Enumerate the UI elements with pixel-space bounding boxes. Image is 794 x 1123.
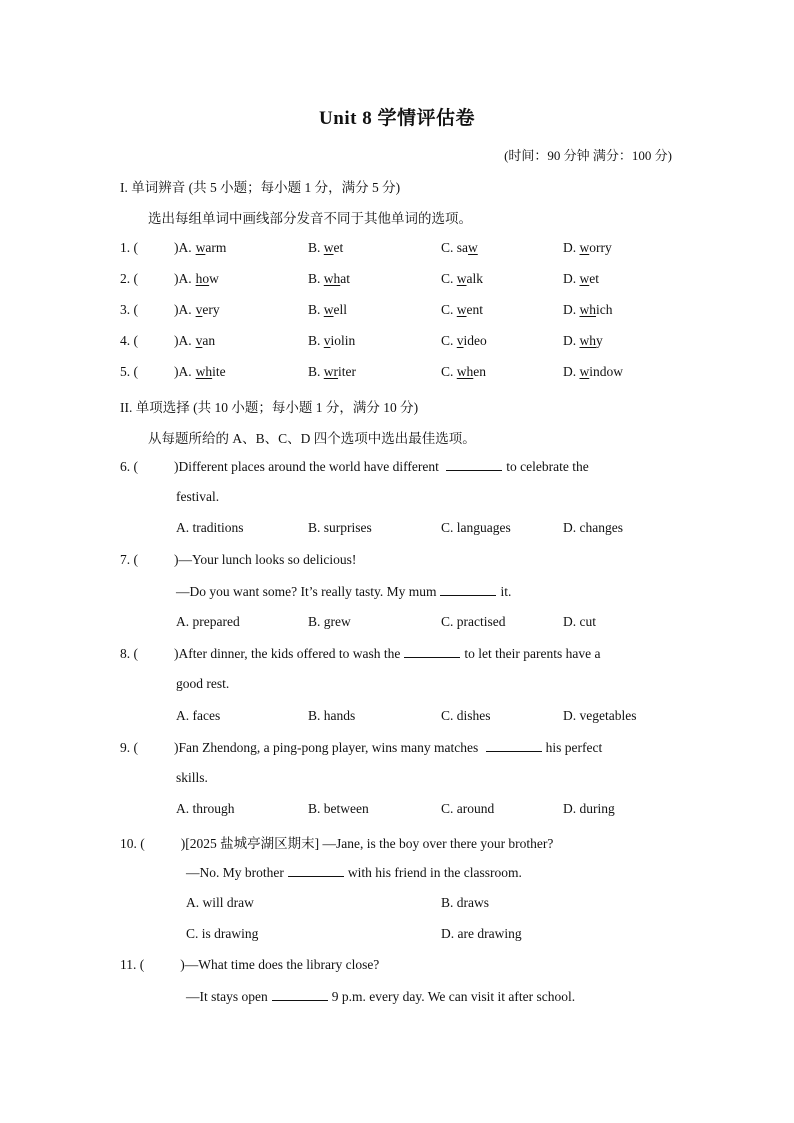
- underlined-part: ho: [195, 271, 210, 286]
- option-b[interactable]: B. draws: [441, 895, 489, 910]
- option-b[interactable]: [308, 333, 355, 349]
- answer-blank[interactable]: [446, 458, 502, 471]
- question-number: 8. (: [120, 646, 138, 661]
- section2-instruction: 从每题所给的 A、B、C、D 四个选项中选出最佳选项。: [148, 431, 476, 446]
- question-4: [120, 333, 215, 349]
- option-a[interactable]: A. traditions: [176, 520, 244, 535]
- question-11: [120, 957, 379, 973]
- question-3: [120, 302, 220, 318]
- answer-blank[interactable]: [440, 583, 496, 596]
- option-d[interactable]: D. cut: [563, 614, 596, 629]
- word-rest: ell: [333, 302, 348, 317]
- option-a-label: )A.: [174, 240, 192, 255]
- underlined-part: w: [468, 240, 478, 255]
- option-b[interactable]: B. between: [308, 801, 369, 816]
- option-a-label: )A.: [174, 271, 192, 286]
- option-c[interactable]: [441, 271, 483, 287]
- word-rest: w: [209, 271, 219, 286]
- question-continuation: festival.: [176, 489, 220, 504]
- question-number: 3. (: [120, 302, 138, 317]
- word-rest: en: [473, 364, 487, 379]
- dialogue-tail: it.: [500, 584, 512, 599]
- word-rest: alk: [466, 271, 484, 286]
- question-stem: )—What time does the library close?: [180, 957, 380, 972]
- option-c[interactable]: [441, 302, 483, 318]
- option-b[interactable]: B. grew: [308, 614, 351, 629]
- question-8: [120, 645, 600, 662]
- section2-heading: II. 单项选择 (共 10 小题；每小题 1 分，满分 10 分): [120, 400, 419, 415]
- word-rest: iolin: [330, 333, 356, 348]
- dialogue-text: —Do you want some? It’s really tasty. My mum: [176, 584, 437, 599]
- underlined-part: wh: [579, 302, 596, 317]
- underlined-part: v: [456, 333, 464, 348]
- option-d[interactable]: [563, 364, 623, 380]
- underlined-part: wh: [579, 333, 596, 348]
- word-rest: an: [202, 333, 216, 348]
- option-c[interactable]: C. is drawing: [186, 926, 259, 941]
- answer-blank[interactable]: [404, 645, 460, 658]
- underlined-part: v: [195, 302, 203, 317]
- option-b[interactable]: [308, 364, 356, 380]
- option-prefix: D.: [563, 333, 580, 348]
- question-stem: )—Your lunch looks so delicious!: [174, 552, 357, 567]
- question-number: 6. (: [120, 459, 138, 474]
- underlined-part: wh: [195, 364, 213, 379]
- word-rest: ite: [212, 364, 226, 379]
- word-rest: arm: [205, 240, 227, 255]
- question-number: 11. (: [120, 957, 145, 972]
- word-rest: ideo: [463, 333, 487, 348]
- word-rest: et: [333, 240, 344, 255]
- option-b[interactable]: [308, 302, 347, 318]
- option-c[interactable]: [441, 333, 487, 349]
- answer-blank[interactable]: [272, 988, 328, 1001]
- question-7: [120, 552, 356, 568]
- underlined-part: w: [579, 240, 590, 255]
- option-d[interactable]: D. vegetables: [563, 708, 637, 723]
- option-prefix: C.: [441, 333, 457, 348]
- question-6: [120, 458, 589, 475]
- underlined-part: v: [323, 333, 331, 348]
- question-stem: )[2025 盐城亭湖区期末] —Jane, is the boy over there your brother?: [180, 836, 554, 851]
- option-a-label: )A.: [174, 302, 192, 317]
- option-c[interactable]: C. dishes: [441, 708, 491, 723]
- underlined-part: w: [456, 302, 467, 317]
- option-c[interactable]: [441, 364, 486, 380]
- word-rest: et: [589, 271, 599, 286]
- underlined-part: w: [579, 364, 590, 379]
- underlined-part: v: [195, 333, 203, 348]
- option-c[interactable]: C. languages: [441, 520, 511, 535]
- section1-instruction: 选出每组单词中画线部分发音不同于其他单词的选项。: [148, 211, 472, 226]
- underlined-part: wr: [323, 364, 339, 379]
- answer-blank[interactable]: [486, 739, 542, 752]
- option-b[interactable]: B. surprises: [308, 520, 372, 535]
- option-c[interactable]: [441, 240, 478, 256]
- question-1: [120, 240, 226, 256]
- dialogue-text: —No. My brother: [186, 865, 284, 880]
- question-stem-tail: to celebrate the: [506, 459, 589, 474]
- option-d[interactable]: D. during: [563, 801, 615, 816]
- underlined-part: w: [323, 302, 334, 317]
- exam-meta: (时间：90 分钟 满分：100 分): [504, 148, 672, 163]
- word-rest: ich: [596, 302, 613, 317]
- question-stem: )Fan Zhendong, a ping-pong player, wins many matches: [174, 740, 479, 755]
- option-prefix: C. sa: [441, 240, 468, 255]
- underlined-part: w: [195, 240, 206, 255]
- option-a[interactable]: [196, 302, 220, 317]
- option-a[interactable]: [196, 240, 227, 255]
- question-5: [120, 364, 226, 380]
- dialogue-line: [186, 988, 575, 1005]
- word-rest: at: [340, 271, 351, 286]
- word-rest: orry: [589, 240, 612, 255]
- question-continuation: skills.: [176, 770, 208, 785]
- question-2: [120, 271, 219, 287]
- option-prefix: B.: [308, 302, 324, 317]
- underlined-part: w: [456, 271, 467, 286]
- question-9: [120, 739, 602, 756]
- option-a[interactable]: A. faces: [176, 708, 221, 723]
- option-prefix: C.: [441, 302, 457, 317]
- dialogue-line: [176, 583, 511, 600]
- question-number: 9. (: [120, 740, 138, 755]
- option-prefix: B.: [308, 271, 324, 286]
- option-a-label: )A.: [174, 364, 192, 379]
- question-stem: )After dinner, the kids offered to wash the: [174, 646, 401, 661]
- option-d[interactable]: D. changes: [563, 520, 623, 535]
- option-a[interactable]: [196, 271, 219, 286]
- option-b[interactable]: [308, 240, 343, 256]
- option-b[interactable]: [308, 271, 350, 287]
- dialogue-text: —It stays open: [186, 989, 268, 1004]
- option-prefix: D.: [563, 271, 580, 286]
- dialogue-tail: 9 p.m. every day. We can visit it after school.: [331, 989, 576, 1004]
- question-number: 4. (: [120, 333, 138, 348]
- underlined-part: wh: [456, 364, 474, 379]
- question-number: 1. (: [120, 240, 138, 255]
- option-a[interactable]: A. through: [176, 801, 235, 816]
- word-rest: y: [596, 333, 603, 348]
- section1-heading: I. 单词辨音 (共 5 小题；每小题 1 分，满分 5 分): [120, 180, 401, 195]
- word-rest: ent: [466, 302, 484, 317]
- question-continuation: good rest.: [176, 676, 230, 691]
- word-rest: indow: [589, 364, 623, 379]
- page-title: Unit 8 学情评估卷: [319, 108, 475, 129]
- word-rest: iter: [338, 364, 357, 379]
- option-d[interactable]: [563, 333, 603, 349]
- question-stem-tail: his perfect: [545, 740, 603, 755]
- dialogue-tail: with his friend in the classroom.: [347, 865, 522, 880]
- option-a[interactable]: [196, 364, 226, 379]
- option-a[interactable]: [196, 333, 216, 348]
- answer-blank[interactable]: [288, 864, 344, 877]
- question-number: 7. (: [120, 552, 138, 567]
- option-c[interactable]: C. around: [441, 801, 495, 816]
- dialogue-line: [186, 864, 522, 881]
- option-a-label: )A.: [174, 333, 192, 348]
- option-d[interactable]: [563, 302, 613, 318]
- question-number: 5. (: [120, 364, 138, 379]
- option-b[interactable]: B. hands: [308, 708, 356, 723]
- option-prefix: C.: [441, 364, 457, 379]
- option-prefix: D.: [563, 302, 580, 317]
- underlined-part: wh: [323, 271, 341, 286]
- option-prefix: B.: [308, 333, 324, 348]
- option-prefix: D.: [563, 240, 580, 255]
- option-d[interactable]: D. are drawing: [441, 926, 522, 941]
- option-d[interactable]: [563, 240, 612, 256]
- option-a[interactable]: A. will draw: [186, 895, 254, 910]
- underlined-part: w: [323, 240, 334, 255]
- question-number: 2. (: [120, 271, 138, 286]
- question-stem-tail: to let their parents have a: [464, 646, 601, 661]
- option-prefix: D.: [563, 364, 580, 379]
- word-rest: ery: [202, 302, 220, 317]
- option-d[interactable]: [563, 271, 599, 287]
- question-number: 10. (: [120, 836, 145, 851]
- option-a[interactable]: A. prepared: [176, 614, 240, 629]
- option-prefix: B.: [308, 364, 324, 379]
- question-stem: )Different places around the world have different: [174, 459, 439, 474]
- option-prefix: B.: [308, 240, 324, 255]
- option-c[interactable]: C. practised: [441, 614, 506, 629]
- question-10: [120, 832, 553, 852]
- option-prefix: C.: [441, 271, 457, 286]
- underlined-part: w: [579, 271, 590, 286]
